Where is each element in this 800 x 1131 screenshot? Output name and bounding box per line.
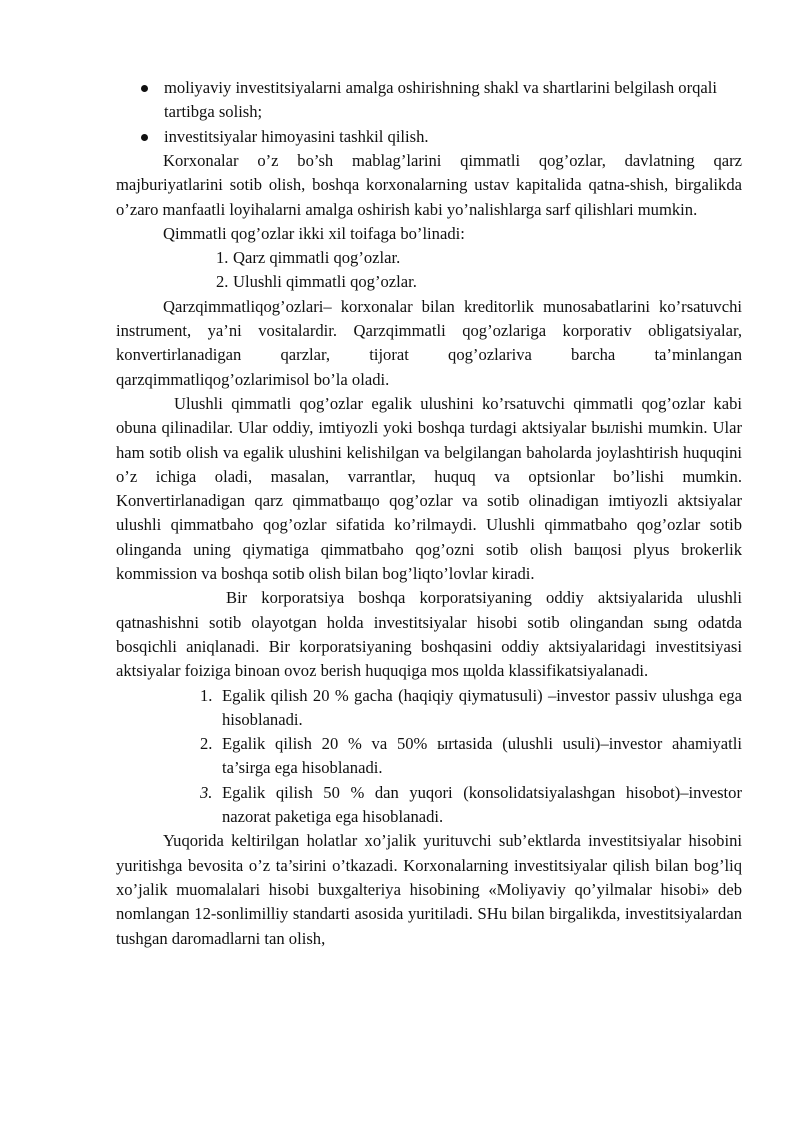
item-text: Egalik qilish 20 % va 50% ыrtasida (ulushli usuli)–investor ahamiyatli ta’sirga ega hisoblanadi. bbox=[222, 734, 742, 778]
item-text: Egalik qilish 50 % dan yuqori (konsolidatsiyalashgan hisobot)–investor nazorat paketiga ega hisoblanadi. bbox=[222, 782, 742, 827]
item-text: Egalik qilish 20 % gacha (haqiqiy qiymatusuli) –investor passiv ulushga ega hisoblanadi. bbox=[222, 685, 742, 729]
numbered-item bbox=[116, 270, 742, 294]
ownership-levels-list bbox=[116, 684, 742, 830]
paragraph: Ulushli qimmatli qog’ozlar egalik ulushini ko’rsatuvchi qimmatli qog’ozlar kabi obuna qilinadilar. Ular oddiy, imtiyozli yoki boshqa turdagi aktsiyalar bылishi mumkin. Ular ham sotib olish va egalik ulushini kelishilgan va belgilangan baholarda joylashtirish huquqini o’z ichiga oladi, masalan, varrantlar, huquq va optsionlar bo’lishi mumkin. Konvertirlanadigan qarz qimmatbaщо qog’ozlar va sotib olinadigan imtiyozli aktsiyalar ulushli qimmatbaho qog’ozlar sifatida ko’rilmaydi. Ulushli qimmatbaho qog’ozlar sotib olinganda uning qiymatiga qimmatbaho qog’ozni sotib olish baщosi plyus brokerlik kommission va boshqa sotib olish bilan bog’liqto’lovlar kiradi. bbox=[116, 393, 742, 584]
paragraph: Qarzqimmatliqog’ozlari– korxonalar bilan kreditorlik munosabatlarini ko’rsatuvchi instrument, ya’ni vositalardir. Qarzqimmatli qog’ozlariga korporativ obligatsiyalar, konvertirlanadigan qarzlar, tijorat qog’ozlariva barcha ta’minlangan qarzqimmatliqog’ozlarimisol bo’la oladi. bbox=[116, 296, 742, 389]
paragraph: Bir korporatsiya boshqa korporatsiyaning oddiy aktsiyalarida ulushli qatnashishni sotib olayotgan holda investitsiyalar hisobi sotib olingandan sыng odatda bosqichli aniqlanadi. Bir korporatsiyaning boshqasini oddiy aktsiyalaridagi investitsiyasi aktsiyalar foiziga binoan ovoz berish huquqiga mos щolda klassifikatsiyalanadi. bbox=[116, 588, 742, 681]
item-number: 1. bbox=[216, 248, 229, 268]
bullet-list bbox=[116, 76, 742, 149]
bullet-text: moliyaviy investitsiyalarni amalga oshirishning shakl va shartlarini belgilash orqali tartibga solish; bbox=[164, 78, 718, 122]
item-number: 3. bbox=[200, 782, 213, 802]
bullet-item bbox=[116, 125, 742, 149]
item-number: 2. bbox=[200, 734, 213, 754]
paragraph: Yuqorida keltirilgan holatlar xo’jalik yurituvchi sub’ektlarda investitsiyalar hisobini yuritishga bevosita o’z ta’sirini o’tkazadi. Korxonalarning investitsiyalar qilish bilan bog’liq xo’jalik muomalalari hisobi buxgalteriya hisobining «Moliyaviy qo’yilmalar hisobi» deb nomlangan 12-sonlimilliy standarti asosida yuritiladi. SHu bilan birgalikda, investitsiyalardan tushgan daromadlarni tan olish, bbox=[116, 831, 742, 948]
bullet-item bbox=[116, 76, 742, 125]
numbered-item bbox=[116, 781, 742, 830]
numbered-item bbox=[116, 684, 742, 733]
item-text: Ulushli qimmatli qog’ozlar. bbox=[233, 272, 417, 292]
paragraph: Korxonalar o’z bo’sh mablag’larini qimmatli qog’ozlar, davlatning qarz majburiyatlarini sotib olish, boshqa korxonalarning ustav kapitalida qatna-shish, birgalikda o’zaro manfaatli loyihalarni amalga oshirish kabi yo’nalishlarga sarf qilishlari mumkin. bbox=[116, 151, 742, 219]
item-number: 1. bbox=[200, 685, 213, 705]
types-list bbox=[116, 246, 742, 295]
item-number: 2. bbox=[216, 272, 229, 292]
bullet-dot-icon bbox=[141, 134, 148, 141]
bullet-text: investitsiyalar himoyasini tashkil qilish. bbox=[164, 126, 429, 146]
body-text bbox=[116, 149, 742, 951]
item-text: Qarz qimmatli qog’ozlar. bbox=[233, 248, 401, 268]
numbered-item bbox=[116, 246, 742, 270]
numbered-item bbox=[116, 732, 742, 781]
bullet-dot-icon bbox=[141, 85, 148, 92]
paragraph: Qimmatli qog’ozlar ikki xil toifaga bo’linadi: bbox=[163, 223, 465, 243]
